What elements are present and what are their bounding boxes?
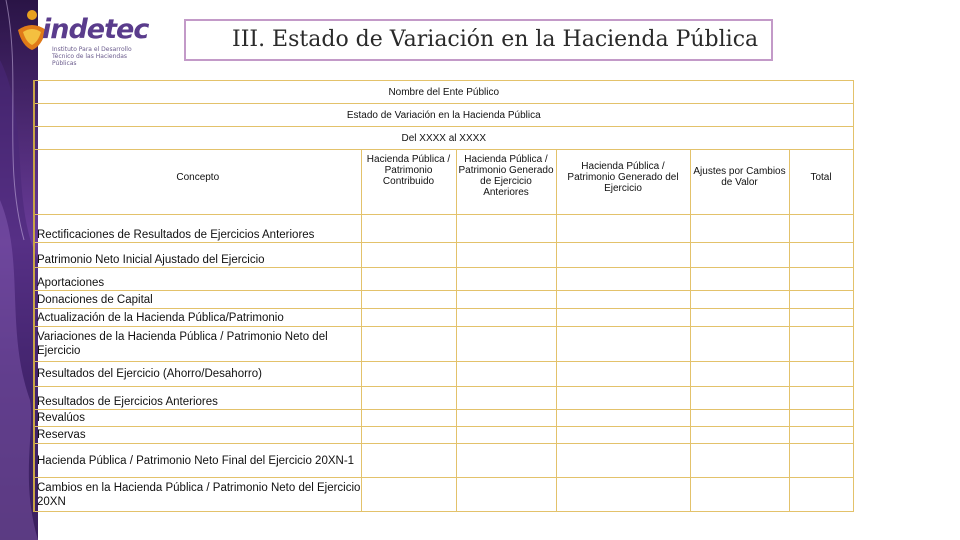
cell-value xyxy=(361,444,456,478)
cell-value xyxy=(690,327,789,362)
row-label: Cambios en la Hacienda Pública / Patrimonio Neto del Ejercicio 20XN xyxy=(34,478,361,512)
cell-value xyxy=(556,243,690,268)
table-row xyxy=(34,291,853,309)
cell-value xyxy=(789,387,853,410)
header-statement-name: Estado de Variación en la Hacienda Pública xyxy=(34,104,853,127)
cell-value xyxy=(789,268,853,291)
table-row xyxy=(34,215,853,243)
row-label: Reservas xyxy=(34,427,361,444)
cell-value xyxy=(556,362,690,387)
cell-value xyxy=(556,444,690,478)
cell-value xyxy=(690,444,789,478)
cell-value xyxy=(361,410,456,427)
cell-value xyxy=(456,410,556,427)
cell-value xyxy=(690,478,789,512)
row-label: Revalúos xyxy=(34,410,361,427)
cell-value xyxy=(556,291,690,309)
column-header-patrimonio-anteriores: Hacienda Pública / Patrimonio Generado de Ejercicio Anteriores xyxy=(456,150,556,215)
cell-value xyxy=(361,215,456,243)
table-row xyxy=(34,268,853,291)
cell-value xyxy=(456,478,556,512)
cell-value xyxy=(789,444,853,478)
cell-value xyxy=(690,215,789,243)
cell-value xyxy=(690,410,789,427)
table-row xyxy=(34,427,853,444)
row-label: Hacienda Pública / Patrimonio Neto Final del Ejercicio 20XN-1 xyxy=(34,444,361,478)
cell-value xyxy=(690,387,789,410)
cell-value xyxy=(789,362,853,387)
cell-value xyxy=(789,291,853,309)
cell-value xyxy=(789,427,853,444)
page-title: III. Estado de Variación en la Hacienda Pública xyxy=(232,27,759,52)
cell-value xyxy=(789,327,853,362)
cell-value xyxy=(456,268,556,291)
cell-value xyxy=(690,291,789,309)
cell-value xyxy=(361,268,456,291)
row-label: Variaciones de la Hacienda Pública / Patrimonio Neto del Ejercicio xyxy=(34,327,361,362)
cell-value xyxy=(690,427,789,444)
cell-value xyxy=(456,362,556,387)
cell-value xyxy=(361,243,456,268)
cell-value xyxy=(556,215,690,243)
cell-value xyxy=(456,387,556,410)
row-label: Resultados de Ejercicios Anteriores xyxy=(34,387,361,410)
column-header-patrimonio-ejercicio: Hacienda Pública / Patrimonio Generado del Ejercicio xyxy=(556,150,690,215)
cell-value xyxy=(456,327,556,362)
cell-value xyxy=(690,309,789,327)
cell-value xyxy=(361,291,456,309)
cell-value xyxy=(361,362,456,387)
row-label: Donaciones de Capital xyxy=(34,291,361,309)
cell-value xyxy=(556,427,690,444)
row-label: Resultados del Ejercicio (Ahorro/Desahorro) xyxy=(34,362,361,387)
table-row xyxy=(34,478,853,512)
row-label: Aportaciones xyxy=(34,268,361,291)
cell-value xyxy=(456,444,556,478)
title-box xyxy=(184,19,773,61)
cell-value xyxy=(456,309,556,327)
table-row xyxy=(34,362,853,387)
cell-value xyxy=(789,309,853,327)
cell-value xyxy=(789,215,853,243)
cell-value xyxy=(361,327,456,362)
cell-value xyxy=(456,291,556,309)
row-label: Patrimonio Neto Inicial Ajustado del Ejercicio xyxy=(34,243,361,268)
cell-value xyxy=(361,427,456,444)
cell-value xyxy=(361,478,456,512)
cell-value xyxy=(789,243,853,268)
cell-value xyxy=(789,410,853,427)
row-label: Actualización de la Hacienda Pública/Patrimonio xyxy=(34,309,361,327)
column-header-concepto: Concepto xyxy=(34,150,361,215)
logo-subtitle: Instituto Para el Desarrollo Técnico de las Haciendas Públicas xyxy=(52,46,132,67)
cell-value xyxy=(456,215,556,243)
logo-wordmark: indetec xyxy=(42,14,149,45)
table-row xyxy=(34,243,853,268)
cell-value xyxy=(556,268,690,291)
cell-value xyxy=(690,243,789,268)
cell-value xyxy=(456,427,556,444)
cell-value xyxy=(789,478,853,512)
header-period: Del XXXX al XXXX xyxy=(34,127,853,150)
table-row xyxy=(34,444,853,478)
table-row xyxy=(34,410,853,427)
cell-value xyxy=(690,362,789,387)
column-header-total: Total xyxy=(789,150,853,215)
cell-value xyxy=(690,268,789,291)
cell-value xyxy=(556,410,690,427)
variation-statement-table xyxy=(33,80,854,512)
cell-value xyxy=(361,387,456,410)
cell-value xyxy=(556,309,690,327)
cell-value xyxy=(556,478,690,512)
row-label: Rectificaciones de Resultados de Ejercicios Anteriores xyxy=(34,215,361,243)
cell-value xyxy=(556,387,690,410)
table-row xyxy=(34,309,853,327)
indetec-logo xyxy=(12,8,180,66)
cell-value xyxy=(556,327,690,362)
table-row xyxy=(34,387,853,410)
column-header-ajustes: Ajustes por Cambios de Valor xyxy=(690,150,789,215)
table-row xyxy=(34,327,853,362)
header-entity-name: Nombre del Ente Público xyxy=(34,81,853,104)
cell-value xyxy=(456,243,556,268)
column-header-patrimonio-contribuido: Hacienda Pública / Patrimonio Contribuido xyxy=(361,150,456,215)
cell-value xyxy=(361,309,456,327)
